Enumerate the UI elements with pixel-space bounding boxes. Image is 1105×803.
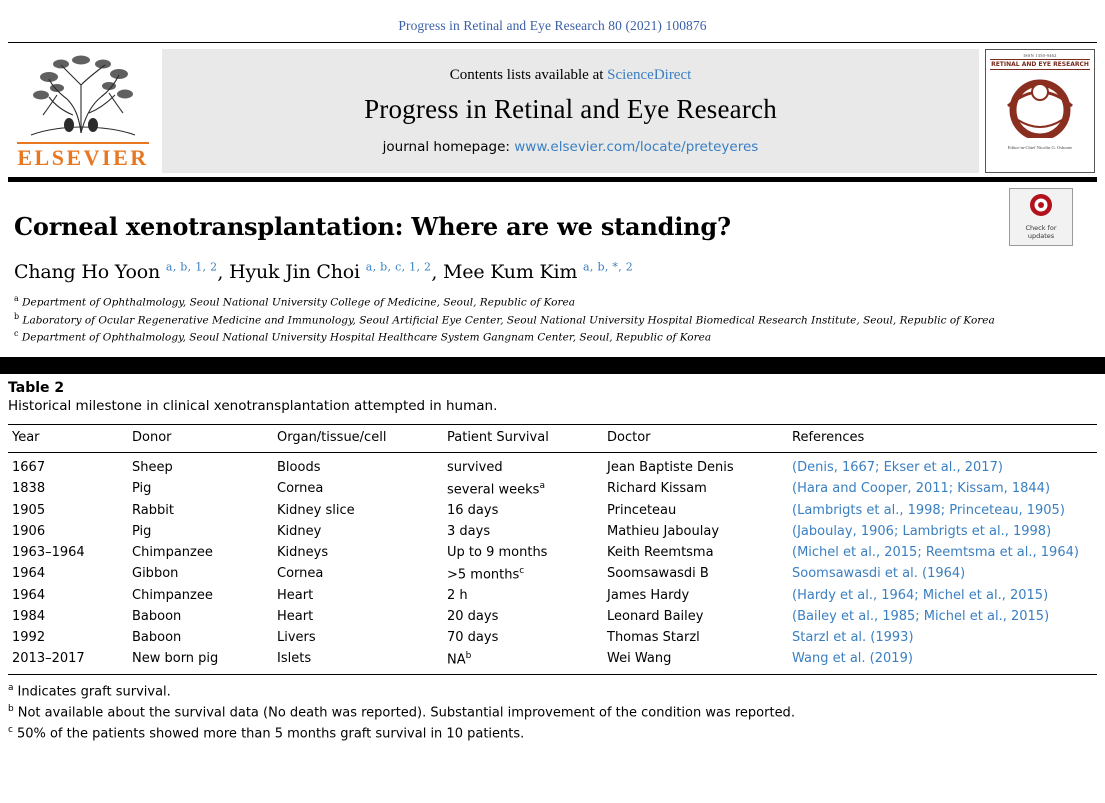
cell-survival [443, 585, 603, 606]
cell-organ: Heart [277, 609, 314, 625]
footnote-item [8, 725, 1097, 741]
cell-organ: Livers [277, 630, 316, 646]
milestones-table [8, 424, 1097, 674]
cell-donor: New born pig [132, 651, 219, 667]
reference-prefix: ( [792, 609, 798, 625]
author-entry [14, 261, 217, 283]
affiliation-text: Department of Ophthalmology, Seoul National University Hospital Healthcare System Gangnam Center, Seoul, Republic of Korea [21, 331, 712, 344]
survival-text: NA [447, 652, 466, 668]
cell-year: 1992 [12, 630, 46, 646]
reference-suffix: ) [1044, 480, 1051, 496]
table-row [8, 500, 1097, 521]
crossmark-line1: Check for [1025, 224, 1057, 232]
author-marks: a, b, c, 1, 2 [365, 261, 432, 274]
cell-doctor: Princeteau [607, 503, 677, 519]
author-entry [229, 261, 431, 283]
cell-organ: Bloods [277, 459, 321, 475]
cell-references [788, 452, 1097, 478]
footnote-text: 50% of the patients showed more than 5 months graft survival in 10 patients. [16, 726, 525, 742]
cell-survival [443, 500, 603, 521]
reference-link[interactable]: Starzl et al. (1993) [792, 630, 914, 646]
cell-survival [443, 452, 603, 478]
cell-doctor: Wei Wang [607, 651, 672, 667]
footnote-item [8, 704, 1097, 720]
cell-references [788, 500, 1097, 521]
cell-year: 1964 [12, 566, 46, 582]
homepage-prefix: journal homepage: [382, 139, 515, 155]
cell-donor: Chimpanzee [132, 545, 213, 561]
cell-donor: Baboon [132, 630, 182, 646]
reference-suffix: ) [1043, 588, 1049, 604]
author-name: Chang Ho Yoon [14, 261, 160, 284]
affiliation-text: Department of Ophthalmology, Seoul National University College of Medicine, Seoul, Republic of Korea [22, 296, 575, 309]
survival-text: survived [447, 459, 503, 475]
reference-link[interactable]: Soomsawasdi et al. (1964) [792, 566, 966, 582]
journal-masthead [8, 42, 1097, 173]
affiliation-item [14, 292, 1091, 310]
author-name: Hyuk Jin Choi [229, 261, 360, 284]
cell-donor: Baboon [132, 609, 182, 625]
cover-eye-icon [994, 76, 1086, 143]
reference-prefix: ( [792, 459, 798, 475]
elsevier-wordmark: ELSEVIER [17, 142, 148, 171]
reference-suffix: ) [1044, 609, 1050, 625]
cell-references [788, 478, 1097, 500]
cell-references [788, 585, 1097, 606]
cell-references [788, 563, 1097, 585]
cover-title: RETINAL AND EYE RESEARCH [991, 61, 1089, 68]
reference-suffix: ) [997, 459, 1003, 475]
column-header-year: Year [8, 424, 128, 452]
table-footnotes [8, 683, 1097, 742]
footnote-text: Indicates graft survival. [17, 684, 171, 700]
survival-text: 70 days [447, 630, 499, 646]
reference-suffix: ) [1046, 524, 1052, 540]
reference-link[interactable]: Bailey et al., 1985; Michel et al., 2015 [797, 609, 1045, 625]
column-header-doctor: Doctor [603, 424, 788, 452]
cell-doctor: James Hardy [607, 588, 690, 604]
column-header-donor: Donor [128, 424, 273, 452]
table-row [8, 606, 1097, 627]
cell-survival [443, 563, 603, 585]
footnote-mark: a [8, 682, 14, 693]
table-body [8, 452, 1097, 673]
journal-title: Progress in Retinal and Eye Research [364, 94, 777, 124]
column-header-survival: Patient Survival [443, 424, 603, 452]
cell-donor: Gibbon [132, 566, 179, 582]
reference-link[interactable]: Lambrigts et al., 1998; Princeteau, 1905 [797, 503, 1060, 519]
sciencedirect-link[interactable]: ScienceDirect [607, 67, 692, 83]
footnote-item [8, 683, 1097, 699]
affiliations [14, 292, 1091, 345]
cell-organ: Heart [277, 588, 314, 604]
section-divider-bar [0, 357, 1105, 374]
survival-footnote-mark: b [465, 651, 472, 662]
survival-footnote-mark: c [519, 566, 525, 577]
footnote-mark: c [8, 725, 13, 736]
table-caption: Historical milestone in clinical xenotransplantation attempted in human. [8, 397, 498, 414]
journal-band [162, 49, 979, 173]
crossmark-badge[interactable] [1009, 188, 1073, 246]
reference-suffix: ) [1073, 545, 1079, 561]
cell-references [788, 648, 1097, 673]
cell-year: 1984 [12, 609, 46, 625]
page-title: Corneal xenotransplantation: Where are we standing? [14, 212, 731, 241]
elsevier-tree-icon [23, 55, 143, 141]
cell-year: 1667 [12, 459, 46, 475]
author-marks: a, b, 1, 2 [165, 261, 218, 274]
article-header [0, 182, 1105, 345]
cell-year: 1963–1964 [12, 545, 85, 561]
cell-year: 1838 [12, 480, 46, 496]
author-list: Chang Ho Yoon $^{a, b, 1, 2}$, Hyuk Jin Choi $^{a, b, c, 1, 2}$, Mee Kum Kim $^{a, b, *, 2}$ [14, 261, 634, 284]
cover-issn: ISSN 1350-9462 [1023, 53, 1057, 58]
cell-organ: Islets [277, 651, 312, 667]
journal-homepage-link[interactable]: www.elsevier.com/locate/preteyeres [514, 139, 759, 155]
cell-donor: Chimpanzee [132, 588, 213, 604]
cell-organ: Kidneys [277, 545, 329, 561]
reference-suffix: ) [1059, 503, 1065, 519]
reference-link[interactable]: Hara and Cooper, 2011; Kissam, 1844 [797, 480, 1045, 496]
affiliation-item [14, 310, 1091, 328]
survival-text: 20 days [447, 609, 499, 625]
reference-link[interactable]: Michel et al., 2015; Reemtsma et al., 1964 [797, 545, 1074, 561]
survival-text: 2 h [447, 588, 468, 604]
reference-link[interactable]: Hardy et al., 1964; Michel et al., 2015 [797, 588, 1044, 604]
cell-references [788, 606, 1097, 627]
running-head: Progress in Retinal and Eye Research 80 (2021) 100876 [398, 18, 707, 33]
table-row [8, 542, 1097, 563]
cell-organ: Cornea [277, 566, 324, 582]
homepage-line [383, 139, 759, 155]
table-section [0, 374, 1105, 742]
reference-prefix: ( [792, 524, 798, 540]
table-bottom-rule [8, 674, 1097, 675]
reference-prefix: ( [792, 545, 798, 561]
survival-text: 3 days [447, 524, 491, 540]
cell-organ: Cornea [277, 480, 324, 496]
table-row [8, 648, 1097, 673]
affiliation-mark: b [14, 311, 20, 321]
survival-text: Up to 9 months [447, 545, 548, 561]
table-row [8, 563, 1097, 585]
contents-prefix: Contents lists available at [449, 67, 608, 83]
reference-prefix: ( [792, 503, 798, 519]
cell-donor: Pig [132, 480, 152, 496]
affiliation-mark: a [14, 294, 19, 304]
journal-cover-thumbnail [985, 49, 1095, 173]
affiliation-item [14, 327, 1091, 345]
table-row [8, 521, 1097, 542]
cell-references [788, 521, 1097, 542]
reference-prefix: ( [792, 588, 798, 604]
cell-survival [443, 521, 603, 542]
crossmark-line2: updates [1027, 232, 1055, 240]
cell-doctor: Richard Kissam [607, 480, 707, 496]
cell-survival [443, 627, 603, 648]
survival-text: several weeks [447, 482, 540, 498]
cell-survival [443, 478, 603, 500]
footnote-mark: b [8, 704, 14, 715]
table-row [8, 585, 1097, 606]
cell-organ: Kidney [277, 524, 322, 540]
cell-year: 2013–2017 [12, 651, 85, 667]
contents-line [450, 67, 692, 84]
cell-doctor: Mathieu Jaboulay [607, 524, 720, 540]
cell-doctor: Keith Reemtsma [607, 545, 714, 561]
cell-survival [443, 648, 603, 673]
cell-survival [443, 542, 603, 563]
author-name: Mee Kum Kim [443, 261, 578, 284]
reference-link[interactable]: Denis, 1667; Ekser et al., 2017 [797, 459, 998, 475]
table-header-row [8, 424, 1097, 452]
cell-year: 1905 [12, 503, 46, 519]
author-entry [443, 261, 633, 283]
cover-editor: Editor-in-Chief Nicolás G. Osborne [1007, 145, 1073, 150]
table-row [8, 627, 1097, 648]
cell-year: 1964 [12, 588, 46, 604]
cell-donor: Pig [132, 524, 152, 540]
cell-doctor: Jean Baptiste Denis [607, 459, 734, 475]
affiliation-text: Laboratory of Ocular Regenerative Medicine and Immunology, Seoul Artificial Eye Center, Seoul National University Hospital Biomedical Research Institute, Seoul, Republic of Korea [22, 314, 995, 327]
reference-prefix: ( [792, 480, 798, 496]
reference-link[interactable]: Jaboulay, 1906; Lambrigts et al., 1998 [797, 524, 1047, 540]
table-row [8, 478, 1097, 500]
footnote-text: Not available about the survival data (No death was reported). Substantial improvement of the condition was reported. [17, 705, 795, 721]
column-header-references: References [788, 424, 1097, 452]
cell-organ: Kidney slice [277, 503, 355, 519]
affiliation-mark: c [14, 329, 19, 339]
table-label: Table 2 [8, 379, 65, 396]
crossmark-label [1026, 224, 1057, 240]
cell-doctor: Soomsawasdi B [607, 566, 709, 582]
cell-doctor: Leonard Bailey [607, 609, 704, 625]
survival-footnote-mark: a [539, 480, 545, 491]
cell-references [788, 542, 1097, 563]
cell-survival [443, 606, 603, 627]
cell-references [788, 627, 1097, 648]
cell-donor: Sheep [132, 459, 173, 475]
survival-text: >5 months [447, 567, 520, 583]
column-header-organ: Organ/tissue/cell [273, 424, 443, 452]
reference-link[interactable]: Wang et al. (2019) [792, 651, 913, 667]
table-row [8, 452, 1097, 478]
elsevier-logo [8, 49, 158, 173]
crossmark-icon [1029, 193, 1053, 222]
survival-text: 16 days [447, 503, 499, 519]
author-marks: a, b, *, 2 [583, 261, 634, 274]
cell-year: 1906 [12, 524, 46, 540]
cell-doctor: Thomas Starzl [607, 630, 700, 646]
cell-donor: Rabbit [132, 503, 174, 519]
